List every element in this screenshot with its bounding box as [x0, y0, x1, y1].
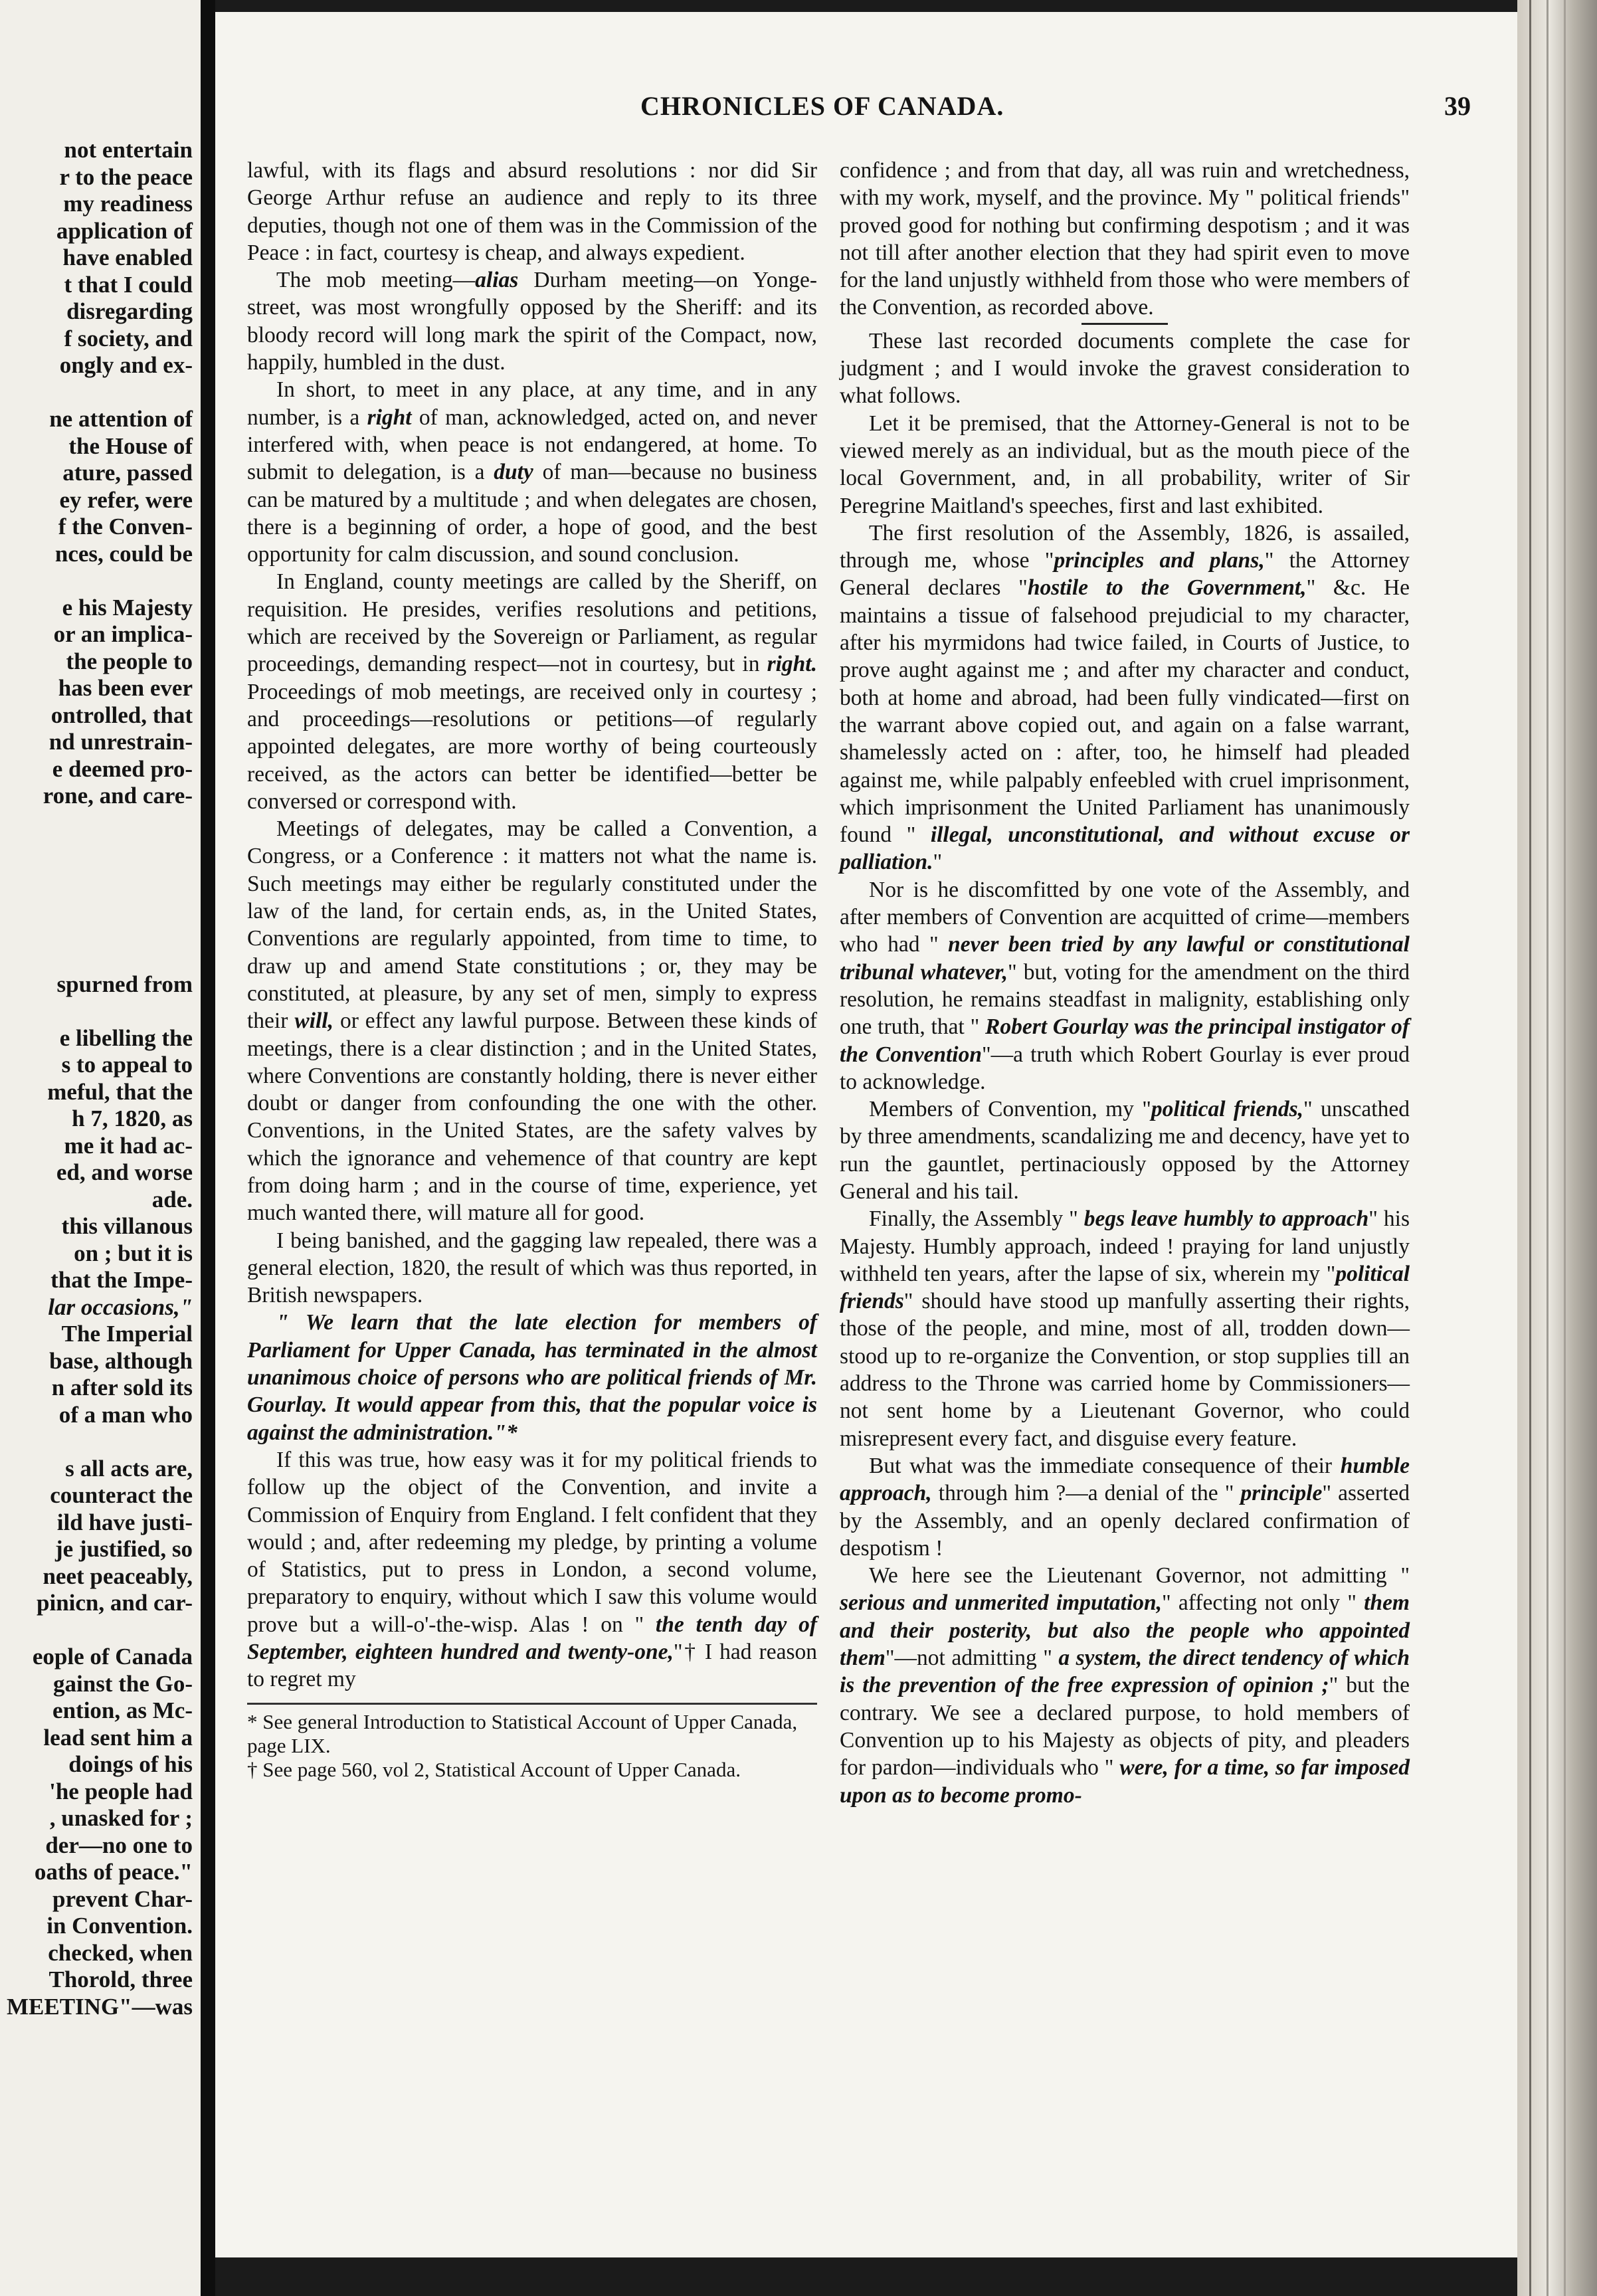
- facing-page-line: have enabled: [62, 244, 193, 270]
- facing-page-line: prevent Char-: [52, 1885, 193, 1912]
- facing-page-line: der—no one to: [45, 1832, 193, 1858]
- facing-page-line: , unasked for ;: [49, 1805, 193, 1831]
- facing-page-line: n after sold its: [51, 1375, 193, 1400]
- facing-page-line: eople of Canada: [32, 1644, 193, 1670]
- facing-page-line: ade.: [151, 1186, 193, 1212]
- facing-page-line: application of: [56, 217, 193, 244]
- facing-page-line: me it had ac-: [64, 1132, 193, 1159]
- facing-page-line: my readiness: [63, 191, 193, 217]
- paragraph: These last recorded documents complete the case for judgment ; and I would invoke the gravest consideration to what follows.: [840, 328, 1410, 409]
- facing-page-line: ontrolled, that: [50, 702, 193, 728]
- paragraph: Finally, the Assembly " begs leave humbly to approach" his Majesty. Humbly approach, indeed ! praying for land unjustly withheld ten years, after the lapse of six, wherein my "political friends" should have stood up manfully asserting their rights, those of the people, and mine, most of all, trodden down—stood up to re-organize the Convention, or stop supplies till an address to the Throne was carried home by Commissioners—not sent home by a Lieutenant Governor, who could misrepresent every fact, and disguise every feature.: [840, 1206, 1410, 1451]
- facing-page-line: that the Impe-: [50, 1267, 193, 1293]
- facing-page-line: nces, could be: [54, 540, 193, 567]
- facing-page-line: s to appeal to: [61, 1052, 193, 1078]
- paragraph: The mob meeting—alias Durham meeting—on Yonge-street, was most wrongfully opposed by the Sheriff: and its bloody record will long mark the spirit of the Compact, now, happily, humbled in the dust.: [247, 268, 817, 375]
- facing-page-line: not entertain: [64, 137, 193, 163]
- facing-page-line: nd unrestrain-: [48, 729, 193, 755]
- facing-page-line: f society, and: [64, 325, 193, 351]
- paragraph: In England, county meetings are called by the Sheriff, on requisition. He presides, verifies resolutions and petitions, which are received by the Sovereign or Parliament, as regular proceedings, demanding respect—not in courtesy, but in right. Proceedings of mob meetings, are received only in courtesy ; and proceedings—resolutions or petitions—of regularly appointed delegates, are more worthy of being courteously received, as the actors can better be identified—better be conversed or correspond with.: [247, 569, 817, 814]
- footnote-rule: [247, 1703, 817, 1705]
- paragraph: lawful, with its flags and absurd resolutions : nor did Sir George Arthur refuse an audience and reply to its three deputies, though not one of them was in the Commission of the Peace : in fact, courtesy is cheap, and always expedient.: [247, 158, 817, 265]
- paragraph: But what was the immediate consequence of their humble approach, through him ?—a denial of the " principle" asserted by the Assembly, and an openly declared confirmation of despotism !: [840, 1453, 1410, 1561]
- facing-page-line: Thorold, three: [48, 1966, 193, 1992]
- paragraph: Let it be premised, that the Attorney-General is not to be viewed merely as an individual, but as the mouth piece of the local Government, and, in all probability, writer of Sir Peregrine Maitland's speeches, first and last exhibited.: [840, 411, 1410, 518]
- page-number: 39: [1444, 91, 1471, 121]
- running-head: CHRONICLES OF CANADA.: [640, 91, 1004, 121]
- footnote: * See general Introduction to Statistical Account of Upper Canada, page LIX.: [247, 1709, 798, 1757]
- book-gutter: [201, 0, 215, 2296]
- facing-page-line: rone, and care-: [43, 783, 193, 809]
- facing-page-line: The Imperial: [61, 1321, 193, 1347]
- facing-page-line: je justified, so: [54, 1536, 193, 1562]
- facing-page-line: gainst the Go-: [53, 1670, 193, 1697]
- facing-page-line: t that I could: [64, 271, 193, 298]
- facing-page-line: in Convention.: [47, 1913, 193, 1939]
- facing-page-fragment: [0, 0, 203, 2296]
- section-separator: [1081, 323, 1168, 325]
- paragraph: In short, to meet in any place, at any time, and in any number, is a right of man, acknowledged, acted on, and never interfered with, when peace is not endangered, at home. To submit to delegation, is a duty of man—because no business can be matured by a multitude ; and when delegates are chosen, there is a beginning of order, a hope of good, and the best opportunity for calm discussion, and sound conclusion.: [247, 377, 817, 567]
- paragraph: confidence ; and from that day, all was ruin and wretchedness, with my work, myself, and the province. My " political friends" proved good for nothing but confirming despotism ; and it was not till after another election that they had spirit even to move for the land unjustly withheld from those who were members of the Convention, as recorded above.: [840, 158, 1410, 320]
- facing-page-line: neet peaceably,: [43, 1563, 193, 1589]
- footnote: † See page 560, vol 2, Statistical Account of Upper Canada.: [247, 1757, 741, 1781]
- facing-page-line: e libelling the: [59, 1024, 193, 1051]
- facing-page-line: checked, when: [48, 1939, 193, 1966]
- facing-page-line: lar occasions,": [48, 1293, 193, 1320]
- facing-page-line: ne attention of: [49, 406, 193, 432]
- facing-page-line: r to the peace: [59, 163, 193, 190]
- facing-page-line: meful, that the: [47, 1078, 193, 1105]
- facing-page-line: this villanous: [61, 1213, 193, 1239]
- facing-page-line: ild have justi-: [56, 1509, 193, 1535]
- facing-page-line: h 7, 1820, as: [72, 1105, 193, 1131]
- quoted-passage: " We learn that the late election for members of Parliament for Upper Canada, has terminated in the almost unanimous choice of persons who are political friends of Mr. Gourlay. It would appear from this, that the popular voice is against the administration."*: [247, 1310, 817, 1445]
- facing-page-line: e his Majesty: [62, 594, 193, 621]
- facing-page-line: lead sent him a: [43, 1724, 193, 1751]
- facing-page-line: the people to: [66, 648, 193, 674]
- facing-page-line: ey refer, were: [59, 486, 193, 513]
- paragraph: Nor is he discomfitted by one vote of the Assembly, and after members of Convention are acquitted of crime—members who had " never been tried by any lawful or constitutional tribunal whatever," but, voting for the amendment on the third resolution, he remains steadfast in malignity, establishing only one truth, that " Robert Gourlay was the principal instigator of the Convention"—a truth which Robert Gourlay is ever proud to acknowledge.: [840, 877, 1410, 1094]
- paragraph: The first resolution of the Assembly, 1826, is assailed, through me, whose "principles and plans," the Attorney General declares "hostile to the Government," &c. He maintains a tissue of falsehood prejudicial to my character, after his myrmidons had twice failed, in Courts of Justice, to prove aught against me ; and after my character and conduct, both at home and abroad, had been fully vindicated—first on the warrant above copied out, and again on a false warrant, shamelessly acted on : after, too, he himself had pleaded against me, while palpably enfeebled with cruel imprisonment, which imprisonment the United Parliament has unanimously found " illegal, unconstitutional, and without excuse or palliation.": [840, 520, 1410, 875]
- left-column: [247, 157, 817, 1782]
- facing-page-line: disregarding: [66, 298, 193, 324]
- page-header: [215, 90, 1517, 128]
- right-column: [840, 157, 1410, 1809]
- facing-page-line: has been ever: [58, 675, 193, 701]
- facing-page-line: spurned from: [56, 971, 193, 997]
- paragraph: I being banished, and the gagging law repealed, there was a general election, 1820, the result of which was thus reported, in British newspapers.: [247, 1228, 817, 1308]
- facing-page-line: oaths of peace.": [34, 1859, 193, 1885]
- book-page: [215, 12, 1517, 2257]
- facing-page-line: or an implica-: [53, 621, 193, 647]
- facing-page-line: doings of his: [68, 1751, 193, 1777]
- facing-page-line: base, although: [49, 1347, 193, 1374]
- facing-page-line: 'he people had: [49, 1778, 193, 1804]
- paragraph: Meetings of delegates, may be called a Convention, a Congress, or a Conference : it matters not what the name is. Such meetings may either be regularly constituted under the law of the land, for certain ends, as, in the United States, Conventions are regularly appointed, from time to time, to draw up and amend State constitutions ; or, they may be constituted, at pleasure, by any set of men, simply to express their will, or effect any lawful purpose. Between these kinds of meetings, there is a clear distinction ; and in the United States, where Conventions are constantly holding, there is never either doubt or danger from confounding the one with the other. Conventions, in the United States, are the safety valves by which the ignorance and vehemence of that country are kept from doing harm ; and in the course of time, experience, yet much wanted there, will mature all for good.: [247, 816, 817, 1226]
- facing-page-line: e deemed pro-: [52, 755, 193, 782]
- facing-page-line: ongly and ex-: [59, 352, 193, 378]
- facing-page-line: of a man who: [58, 1401, 193, 1428]
- paragraph: We here see the Lieutenant Governor, not admitting " serious and unmerited imputation," affecting not only " them and their posterity, but also the people who appointed them"—not admitting " a system, the direct tendency of which is the prevention of the free expression of opinion ;" but the contrary. We see a declared purpose, to hold members of Convention up to his Majesty as objects of pity, and pleaders for pardon—individuals who " were, for a time, so far imposed upon as to become promo-: [840, 1563, 1410, 1808]
- facing-page-line: f the Conven-: [58, 514, 193, 539]
- facing-page-line: ed, and worse: [56, 1159, 193, 1185]
- facing-page-line: pinicn, and car-: [37, 1590, 193, 1616]
- facing-page-line: counteract the: [50, 1482, 193, 1508]
- page-edge: [1517, 0, 1597, 2296]
- paragraph: Members of Convention, my "political friends," unscathed by three amendments, scandalizing me and decency, have yet to run the gauntlet, pertinaciously opposed by the Attorney General and his tail.: [840, 1097, 1410, 1204]
- facing-page-line: ature, passed: [62, 460, 193, 486]
- facing-page-line: ention, as Mc-: [52, 1697, 193, 1723]
- facing-page-line: s all acts are,: [65, 1455, 193, 1482]
- facing-page-line: the House of: [68, 432, 193, 459]
- facing-page-line: MEETING"—was: [6, 1993, 193, 2020]
- facing-page-line: on ; but it is: [74, 1240, 193, 1266]
- paragraph: If this was true, how easy was it for my political friends to follow up the object of the Convention, and invite a Commission of Enquiry from England. I felt confident that they would ; and, after redeeming my pledge, by printing a volume of Statistics, put to press in London, a second volume, preparatory to enquiry, without which I saw this volume would prove but a will-o'-the-wisp. Alas ! on " the tenth day of September, eighteen hundred and twenty-one,"† I had reason to regret my: [247, 1447, 818, 1692]
